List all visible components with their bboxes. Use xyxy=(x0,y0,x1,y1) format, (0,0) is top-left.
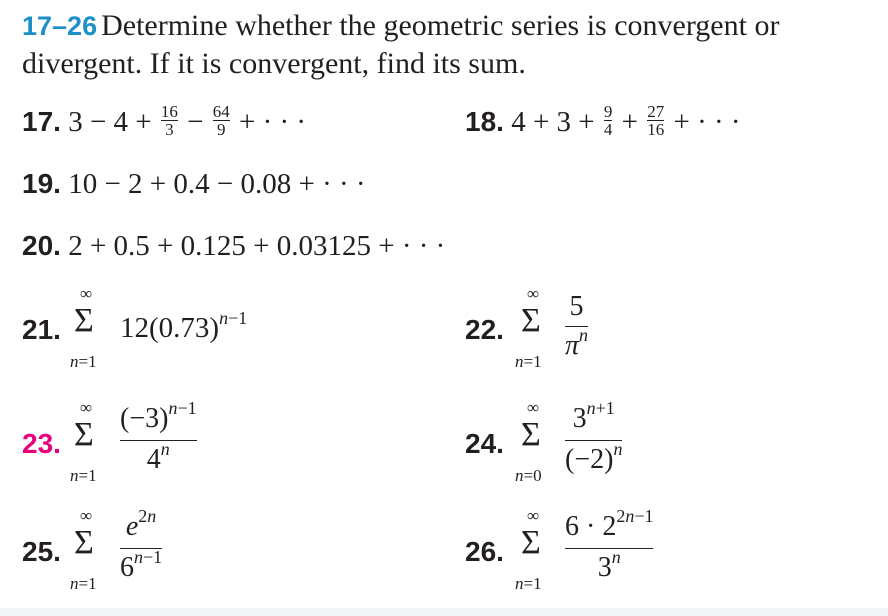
sum-lower-limit: n=1 xyxy=(70,352,97,371)
sigma-symbol: Σ xyxy=(521,416,541,453)
ellipsis: + · · · xyxy=(673,106,741,138)
problem-21 xyxy=(22,282,442,382)
sum-upper-limit: ∞ xyxy=(527,284,540,303)
page-bottom-edge xyxy=(0,608,888,616)
denominator: 3 xyxy=(165,119,174,139)
problem-number: 20. xyxy=(22,230,61,261)
numerator: 16 xyxy=(160,101,178,121)
numerator: 5 xyxy=(569,291,584,322)
instruction-text-1: Determine whether the geometric series is convergent or xyxy=(101,9,780,42)
instruction-line-2 xyxy=(22,46,526,87)
problem-17 xyxy=(22,101,307,142)
operator: + xyxy=(578,106,595,138)
problem-number: 18. xyxy=(465,106,504,137)
numerator: 64 xyxy=(212,101,230,121)
numerator: $3^{n+1}$ xyxy=(572,398,615,434)
sum-upper-limit: ∞ xyxy=(80,398,93,417)
problem-number: 21. xyxy=(22,314,61,345)
fraction xyxy=(120,506,163,587)
instruction-text-2: divergent. If it is convergent, find its sum. xyxy=(22,47,526,80)
sigma-symbol: Σ xyxy=(74,416,94,453)
numerator: 9 xyxy=(603,101,613,121)
denominator: 4$^n$ xyxy=(146,439,170,475)
numerator: $6 \cdot 2^{2n-1}$ xyxy=(565,506,654,542)
operator: + xyxy=(532,106,550,138)
problem-22 xyxy=(465,282,865,382)
summand: $12(0.73)^{n-1}$ xyxy=(120,308,248,344)
denominator: 16 xyxy=(647,119,665,139)
sum-lower-limit: n=1 xyxy=(515,574,542,593)
denominator: 4 xyxy=(603,119,613,139)
exercise-range: 17–26 xyxy=(22,11,98,41)
problem-23 xyxy=(22,396,442,496)
problem-number: 23. xyxy=(22,428,61,459)
operator: − xyxy=(89,106,107,138)
fraction xyxy=(604,103,613,138)
problem-number: 24. xyxy=(465,428,504,459)
numerator: 27 xyxy=(647,101,665,121)
numerator: $(-3)^{n-1}$ xyxy=(120,398,197,434)
series-expression: 2 + 0.5 + 0.125 + 0.03125 + · · · xyxy=(68,230,446,262)
sum-upper-limit: ∞ xyxy=(527,398,540,417)
fraction xyxy=(647,103,664,138)
problem-number: 22. xyxy=(465,314,504,345)
denominator: 3$^n$ xyxy=(597,547,621,583)
term: 3 xyxy=(68,106,83,138)
numerator: $e^{2n}$ xyxy=(125,506,157,542)
denominator: $6^{n-1}$ xyxy=(120,547,163,583)
problem-number: 26. xyxy=(465,536,504,567)
instruction-line-1 xyxy=(22,8,779,49)
denominator: $(-2)^n$ xyxy=(565,439,623,475)
sum-lower-limit: n=1 xyxy=(515,352,542,371)
sum-upper-limit: ∞ xyxy=(527,506,540,525)
sigma-symbol: Σ xyxy=(74,524,94,561)
operator: + xyxy=(135,106,152,138)
sum-upper-limit: ∞ xyxy=(80,284,93,303)
operator: − xyxy=(187,106,204,138)
term: 4 xyxy=(113,106,129,138)
series-expression: 10 − 2 + 0.4 − 0.08 + · · · xyxy=(68,168,366,200)
ellipsis: + · · · xyxy=(239,106,307,138)
sum-lower-limit: n=1 xyxy=(70,466,97,485)
problem-26 xyxy=(465,504,865,604)
denominator: $\pi^n$ xyxy=(565,325,589,361)
problem-20 xyxy=(22,230,445,263)
sum-upper-limit: ∞ xyxy=(80,506,93,525)
operator: + xyxy=(621,106,639,138)
problem-25 xyxy=(22,504,442,604)
term: 4 xyxy=(511,106,526,138)
fraction xyxy=(213,103,230,138)
term: 3 xyxy=(556,106,572,138)
problem-24 xyxy=(465,396,865,496)
fraction xyxy=(565,290,588,365)
problem-18 xyxy=(465,101,741,142)
sigma-symbol: Σ xyxy=(521,524,541,561)
fraction xyxy=(120,398,197,479)
problem-19 xyxy=(22,168,366,201)
fraction xyxy=(161,103,178,138)
problem-number: 25. xyxy=(22,536,61,567)
sigma-symbol: Σ xyxy=(74,302,94,339)
denominator: 9 xyxy=(217,119,226,139)
sum-lower-limit: n=0 xyxy=(515,466,542,485)
sigma-symbol: Σ xyxy=(521,302,541,339)
problem-number: 19. xyxy=(22,168,61,199)
sum-lower-limit: n=1 xyxy=(70,574,97,593)
fraction xyxy=(565,398,623,479)
problem-number: 17. xyxy=(22,106,61,137)
fraction xyxy=(565,506,654,587)
